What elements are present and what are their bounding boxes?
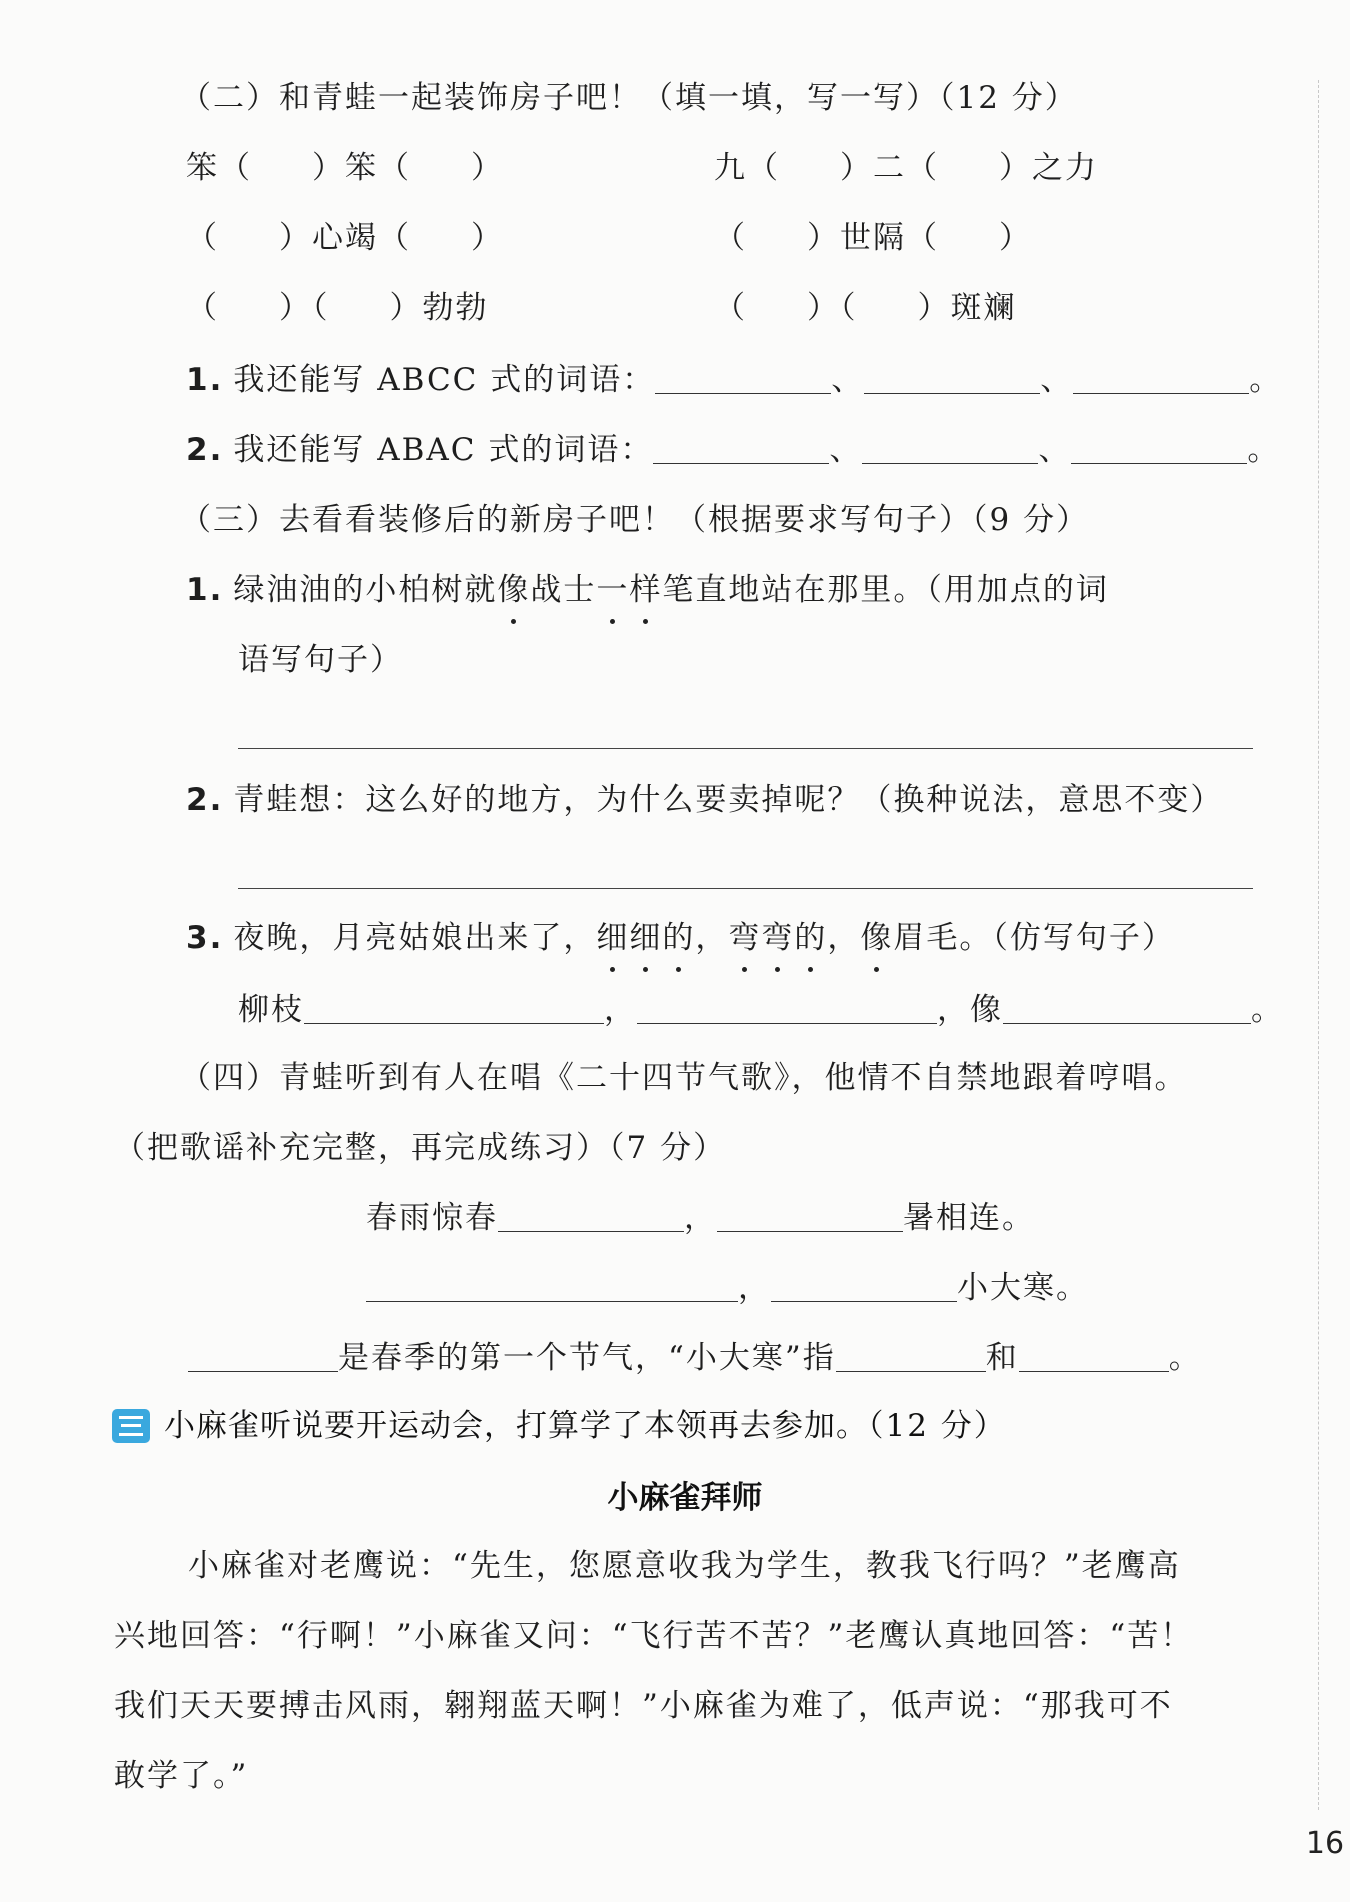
song-blank-3[interactable] xyxy=(366,1271,738,1302)
imitation-blank-3[interactable] xyxy=(1003,993,1251,1024)
song-question: 是春季的第一个节气，“小大寒”指 和 。 xyxy=(188,1338,1202,1378)
song-blank-5[interactable] xyxy=(188,1341,338,1372)
part3-question-1-line2: 语写句子） xyxy=(238,642,403,678)
emphasis-dot-char: 的 xyxy=(662,920,696,956)
emphasis-dot-char: 弯 xyxy=(728,920,762,956)
answer-line-q2[interactable] xyxy=(238,888,1253,889)
song-blank-7[interactable] xyxy=(1019,1341,1169,1372)
story-paragraph-line-2: 兴地回答：“行啊！”小麻雀又问：“飞行苦不苦？”老鹰认真地回答：“苦！ xyxy=(114,1618,1194,1654)
part3-question-3: 3. 夜晚，月亮姑娘出来了，细细的，弯弯的，像眉毛。（仿写句子） xyxy=(186,920,1175,956)
emphasis-dot-char: 细 xyxy=(596,920,630,956)
page-edge-rule xyxy=(1318,80,1319,1810)
abcc-blank-2[interactable] xyxy=(864,363,1040,394)
song-blank-2[interactable] xyxy=(717,1201,903,1232)
abac-blank-2[interactable] xyxy=(862,433,1038,464)
story-title: 小麻雀拜师 xyxy=(607,1480,763,1516)
abac-blank-3[interactable] xyxy=(1071,433,1247,464)
answer-line-q1[interactable] xyxy=(238,748,1253,749)
emphasis-dot-char: 弯 xyxy=(761,920,795,956)
part4-header: （四）青蛙听到有人在唱《二十四节气歌》，他情不自禁地跟着哼唱。 xyxy=(180,1060,1188,1096)
abcc-question: 1. 我还能写 ABCC 式的词语： 、 、 。 xyxy=(186,362,1283,398)
emphasis-dot-char: 细 xyxy=(629,920,663,956)
idiom-row1-right: 九（ ）二（ ）之力 xyxy=(714,150,1098,186)
idiom-row3-right: （ ）（ ）斑斓 xyxy=(714,290,1017,326)
section-three-title: 小麻雀听说要开运动会，打算学了本领再去参加。（12 分） xyxy=(164,1408,1007,1444)
abac-blank-1[interactable] xyxy=(653,433,829,464)
emphasis-dot-char: 像 xyxy=(497,572,531,608)
story-paragraph-line-1: 小麻雀对老鹰说：“先生，您愿意收我为学生，教我飞行吗？”老鹰高 xyxy=(188,1548,1181,1584)
part2-header: （二）和青蛙一起装饰房子吧！（填一填，写一写）（12 分） xyxy=(180,80,1078,116)
story-paragraph-line-3: 我们天天要搏击风雨，翱翔蓝天啊！”小麻雀为难了，低声说：“那我可不 xyxy=(114,1688,1173,1724)
idiom-row3-left: （ ）（ ）勃勃 xyxy=(186,290,489,326)
abcc-blank-3[interactable] xyxy=(1073,363,1249,394)
idiom-row2-right: （ ）世隔（ ） xyxy=(714,220,1032,256)
story-paragraph-line-4: 敢学了。” xyxy=(114,1758,249,1794)
abcc-blank-1[interactable] xyxy=(655,363,831,394)
idiom-row1-left: 笨（ ）笨（ ） xyxy=(186,150,504,186)
song-line-1: 春雨惊春 ， 暑相连。 xyxy=(366,1200,1035,1236)
abac-question: 2. 我还能写 ABAC 式的词语： 、 、 。 xyxy=(186,432,1281,468)
emphasis-dot-char: 样 xyxy=(629,572,663,608)
section-three-badge-icon xyxy=(112,1409,150,1443)
imitation-blank-1[interactable] xyxy=(304,993,604,1024)
part3-question-2: 2. 青蛙想：这么好的地方，为什么要卖掉呢？（换种说法，意思不变） xyxy=(186,782,1224,818)
song-line-2: ， 小大寒。 xyxy=(366,1268,1089,1308)
emphasis-dot-char: 一 xyxy=(596,572,630,608)
imitation-blank-2[interactable] xyxy=(637,993,937,1024)
imitation-sentence: 柳枝 ， ，像 。 xyxy=(238,992,1284,1028)
song-blank-4[interactable] xyxy=(771,1271,957,1302)
part3-header: （三）去看看装修后的新房子吧！（根据要求写句子）（9 分） xyxy=(180,502,1090,538)
emphasis-dot-char: 像 xyxy=(860,920,894,956)
song-blank-1[interactable] xyxy=(498,1201,684,1232)
part3-question-1: 1. 绿油油的小柏树就像战士一样笔直地站在那里。（用加点的词 xyxy=(186,572,1109,608)
song-blank-6[interactable] xyxy=(836,1341,986,1372)
page-number: 16 xyxy=(1305,1826,1345,1861)
emphasis-dot-char: 的 xyxy=(794,920,828,956)
part4-header-line2: （把歌谣补充完整，再完成练习）（7 分） xyxy=(114,1130,727,1166)
idiom-row2-left: （ ）心竭（ ） xyxy=(186,220,504,256)
